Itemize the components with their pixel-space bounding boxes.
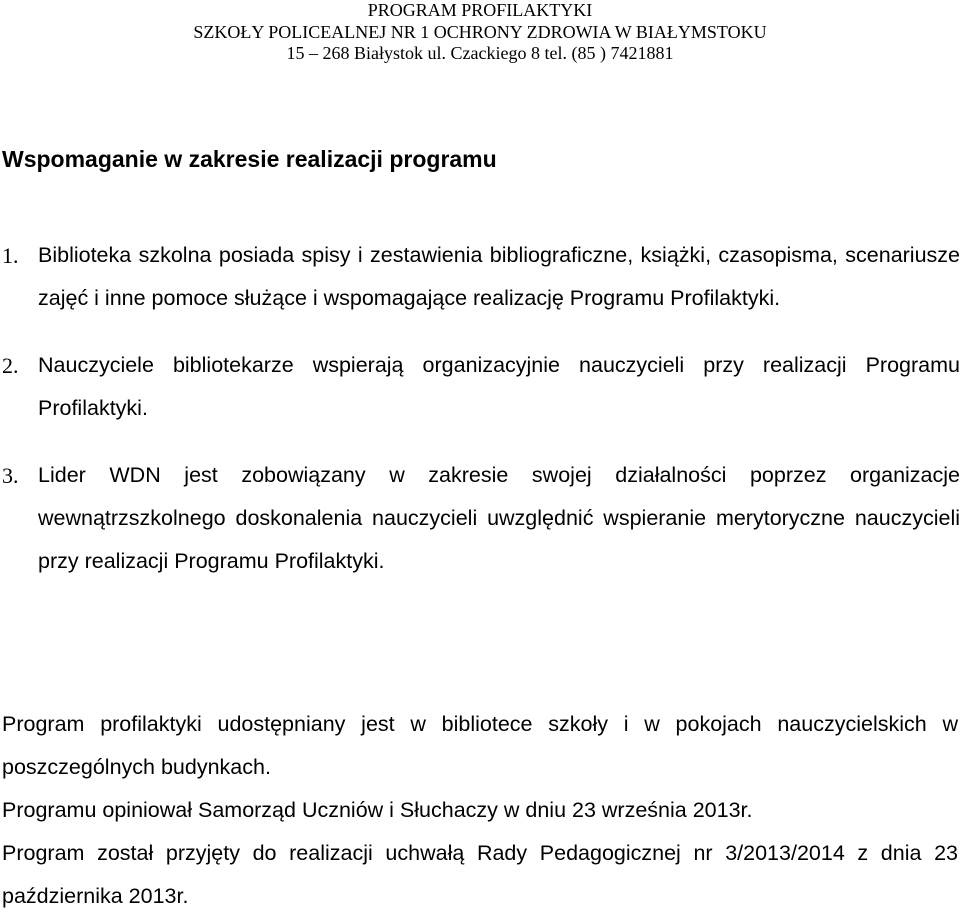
list-item-1 [0, 234, 960, 320]
list-item-number: 2. [2, 353, 19, 378]
support-list [0, 234, 960, 607]
list-item-text: Lider WDN jest zobowiązany w zakresie swojej działalności poprzez organizacje wewnątrzszkolnego doskonalenia nauczycieli uwzględnić wspieranie merytoryczne nauczycieli przy realizacji Programu Profilaktyki. [38, 463, 960, 573]
list-item-3 [0, 454, 960, 583]
header-school-name: SZKOŁY POLICEALNEJ NR 1 OCHRONY ZDROWIA W BIAŁYMSTOKU [193, 21, 767, 42]
header-program-title: PROGRAM PROFILAKTYKI [367, 0, 593, 20]
list-item-text: Nauczyciele bibliotekarze wspierają organizacyjnie nauczycieli przy realizacji Programu Profilaktyki. [38, 353, 960, 420]
list-item-number: 1. [2, 243, 19, 268]
closing-section [2, 703, 958, 918]
list-item-text: Biblioteka szkolna posiada spisy i zestawienia bibliograficzne, książki, czasopisma, scenariusze zajęć i inne pomoce służące i wspomagające realizację Programu Profilaktyki. [38, 243, 960, 310]
document-header [0, 0, 960, 65]
list-item-2 [0, 344, 960, 430]
header-school-address: 15 – 268 Białystok ul. Czackiego 8 tel. (85 ) 7421881 [286, 43, 674, 63]
closing-paragraph-availability: Program profilaktyki udostępniany jest w bibliotece szkoły i w pokojach nauczycielskich w poszczególnych budynkach. [2, 712, 958, 779]
list-item-number: 3. [2, 463, 19, 488]
closing-paragraph-adoption: Program został przyjęty do realizacji uchwałą Rady Pedagogicznej nr 3/2013/2014 z dnia 23 października 2013r. [2, 841, 958, 908]
closing-paragraph-opinion: Programu opiniował Samorząd Uczniów i Słuchaczy w dniu 23 września 2013r. [2, 798, 753, 822]
section-title: Wspomaganie w zakresie realizacji programu [2, 146, 497, 172]
